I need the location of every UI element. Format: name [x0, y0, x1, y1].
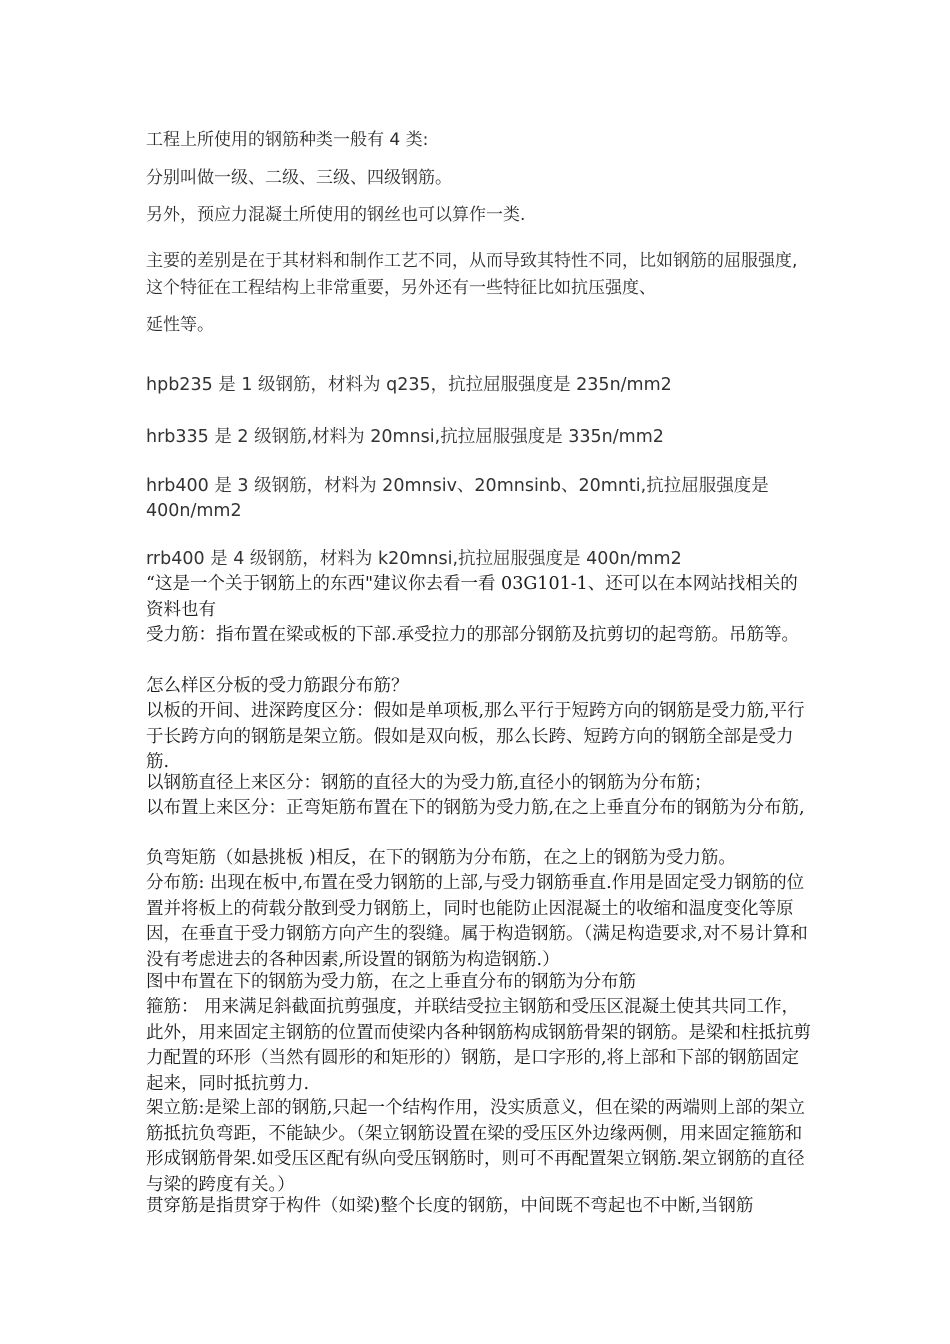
intro-line-1: 工程上所使用的钢筋种类一般有 4 类: — [146, 130, 429, 150]
question-line: 怎么样区分板的受力筋跟分布筋？ — [146, 676, 409, 696]
grade-4-line: rrb400 是 4 级钢筋，材料为 k20mnsi,抗拉屈服强度是 400n/mm2 — [146, 549, 682, 569]
quote-paragraph: “这是一个关于钢筋上的东西"建议你去看一看 03G101-1、还可以在本网站找相关的资料也有 — [146, 574, 798, 620]
span-rule-paragraph: 以板的开间、进深跨度区分：假如是单项板,那么平行于短跨方向的钢筋是受力筋,平行于长跨方向的钢筋是架立筋。假如是双向板，那么长跨、短跨方向的钢筋全部是受力筋. — [146, 701, 805, 772]
difference-paragraph-end: 延性等。 — [146, 315, 214, 335]
grade-3-line: hrb400 是 3 级钢筋，材料为 20mnsiv、20mnsinb、20mnti,抗拉屈服强度是 400n/mm2 — [146, 476, 769, 521]
difference-paragraph: 主要的差别是在于其材料和制作工艺不同，从而导致其特性不同，比如钢筋的屈服强度,这个特征在工程结构上非常重要，另外还有一些特征比如抗压强度、 — [146, 251, 798, 298]
through-bar-line: 贯穿筋是指贯穿于构件（如梁)整个长度的钢筋，中间既不弯起也不中断,当钢筋 — [146, 1196, 754, 1216]
force-bar-paragraph: 受力筋：指布置在梁或板的下部.承受拉力的那部分钢筋及抗剪切的起弯筋。吊筋等。 — [146, 625, 800, 645]
negative-rule-line: 负弯矩筋（如悬挑板 )相反，在下的钢筋为分布筋，在之上的钢筋为受力筋。 — [146, 848, 736, 868]
intro-line-3: 另外，预应力混凝土所使用的钢丝也可以算作一类. — [146, 205, 526, 225]
position-rule-paragraph: 以布置上来区分：正弯矩筋布置在下的钢筋为受力筋,在之上垂直分布的钢筋为分布筋, — [146, 798, 805, 818]
erection-paragraph: 架立筋:是梁上部的钢筋,只起一个结构作用，没实质意义，但在梁的两端则上部的架立筋抵抗负弯距，不能缺少。（架立钢筋设置在梁的受压区外边缘两侧，用来固定箍筋和形成钢筋骨架.如受压区配有纵向受压钢筋时，则可不再配置架立钢筋.架立钢筋的直径与梁的跨度有关。） — [146, 1098, 805, 1195]
stirrup-paragraph: 箍筋： 用来满足斜截面抗剪强度，并联结受拉主钢筋和受压区混凝土使其共同工作，此外，用来固定主钢筋的位置而使梁内各种钢筋构成钢筋骨架的钢筋。是梁和柱抵抗剪力配置的环形（当然有圆形的和矩形的）钢筋，是口字形的,将上部和下部的钢筋固定起来，同时抵抗剪力. — [146, 997, 811, 1094]
grade-1-line: hpb235 是 1 级钢筋，材料为 q235，抗拉屈服强度是 235n/mm2 — [146, 375, 672, 395]
grade-2-line: hrb335 是 2 级钢筋,材料为 20mnsi,抗拉屈服强度是 335n/mm2 — [146, 427, 664, 447]
distribution-paragraph: 分布筋: 出现在板中,布置在受力钢筋的上部,与受力钢筋垂直.作用是固定受力钢筋的位置并将板上的荷载分散到受力钢筋上，同时也能防止因混凝土的收缩和温度变化等原因，在垂直于受力钢筋方向产生的裂缝。属于构造钢筋。（满足构造要求,对不易计算和没有考虑进去的各种因素,所设置的钢筋为构造钢筋.） — [146, 873, 808, 970]
intro-line-2: 分别叫做一级、二级、三级、四级钢筋。 — [146, 168, 452, 188]
diameter-rule-line: 以钢筋直径上来区分：钢筋的直径大的为受力筋,直径小的钢筋为分布筋； — [146, 773, 712, 793]
figure-note-line: 图中布置在下的钢筋为受力筋，在之上垂直分布的钢筋为分布筋 — [146, 972, 636, 992]
